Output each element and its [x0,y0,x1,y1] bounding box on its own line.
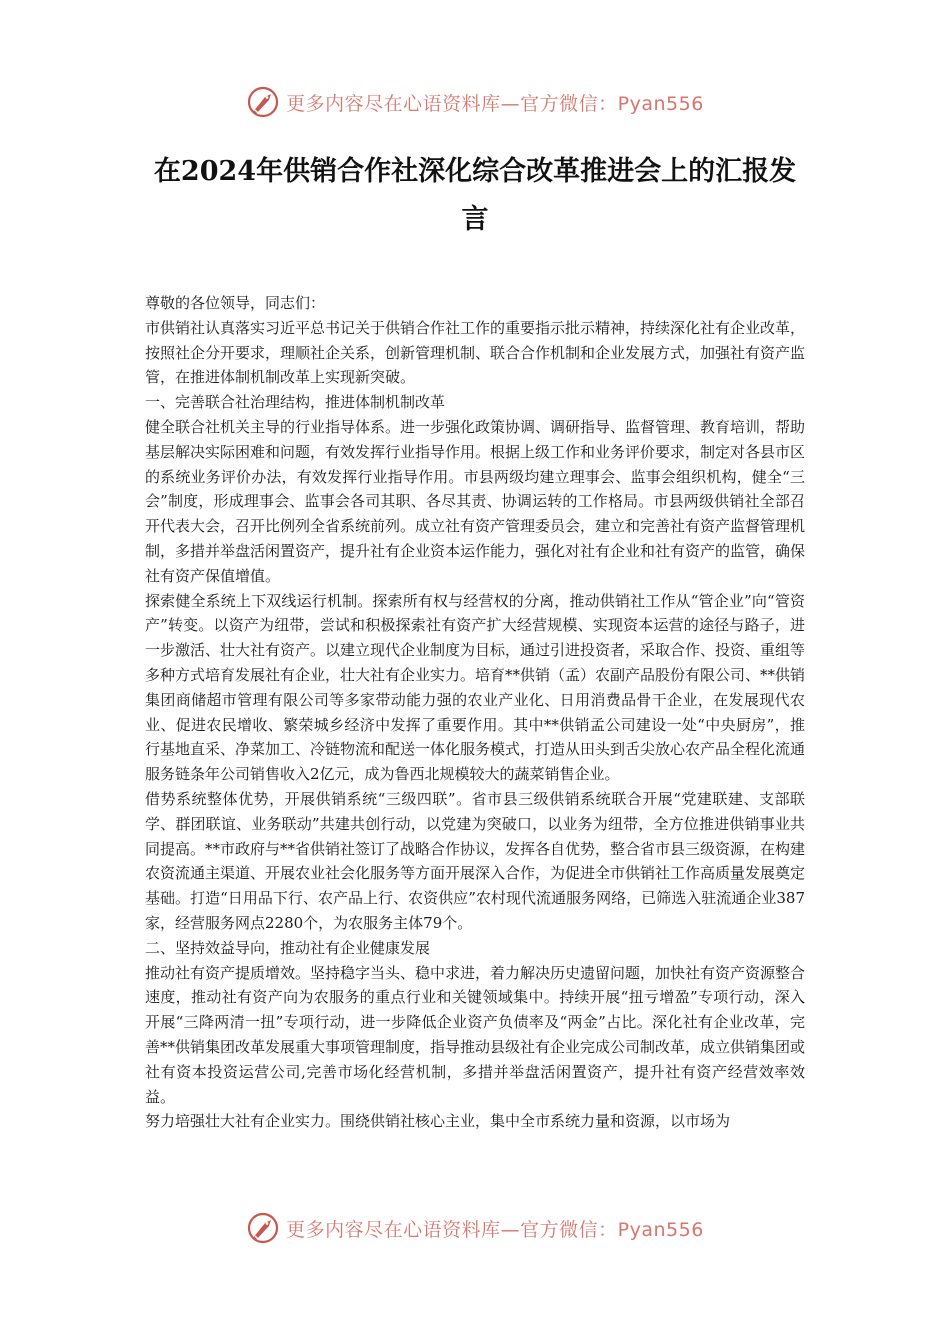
section-heading-2: 二、坚持效益导向，推动社有企业健康发展 [145,938,431,957]
body-paragraph: 探索健全系统上下双线运行机制。探索所有权与经营权的分离，推动供销社工作从“管企业”向“管资产”转变。以资产为纽带，尝试和积极探索社有资产扩大经营规模、实现资本运营的途径与路子，进一步激活、壮大社有资产。以建立现代企业制度为目标，通过引进投资者，采取合作、投资、重组等多种方式培育发展社有企业，壮大社有企业实力。培育**供销（孟）农副产品股份有限公司、**供销集团商储超市管理有限公司等多家带动能力强的农业产业化、日用消费品骨干企业，在发展现代农业、促进农民增收、繁荣城乡经济中发挥了重要作用。其中**供销孟公司建设一处“中央厨房”，推行基地直采、净菜加工、冷链物流和配送一体化服务模式，打造从田头到舌尖放心农产品全程化流通服务链条年公司销售收入2亿元，成为鲁西北规模较大的蔬菜销售企业。 [145,591,806,784]
body-paragraph: 努力培强壮大社有企业实力。围绕供销社核心主业，集中全市系统力量和资源，以市场为 [145,1112,731,1131]
watermark-text: 更多内容尽在心语资料库—官方微信：Pyan556 [286,1218,704,1241]
body-paragraph: 借势系统整体优势，开展供销系统“三级四联”。省市县三级供销系统联合开展“党建联建、支部联学、群团联谊、业务联动”共建共创行动，以党建为突破口，以业务为纽带，全方位推进供销事业共同提高。**市政府与**省供销社签订了战略合作协议，发挥各自优势，整合省市县三级资源，在构建农资流通主渠道、开展农业社会化服务等方面开展深入合作，为促进全市供销社工作高质量发展奠定基础。打造“日用品下行、农产品上行、农资供应”农村现代流通服务网络，已筛选入驻流通企业387家，经营服务网点2280个，为农服务主体79个。 [145,789,806,932]
pen-nib-logo-icon [246,85,280,119]
watermark-banner-top [0,82,950,122]
document-title: 在2024年供销合作社深化综合改革推进会上的汇报发言 [153,156,797,235]
pen-nib-logo-icon [246,1211,280,1245]
document-body [145,291,805,1134]
intro-paragraph: 市供销社认真落实习近平总书记关于供销合作社工作的重要指示批示精神，持续深化社有企业改革，按照社企分开要求，理顺社企关系，创新管理机制、联合合作机制和企业发展方式，加强社有资产监管，在推进体制机制改革上实现新突破。 [145,318,806,387]
watermark-banner-bottom [0,1208,950,1248]
section-heading-1: 一、完善联合社治理结构，推进体制机制改革 [145,393,446,412]
body-paragraph: 健全联合社机关主导的行业指导体系。进一步强化政策协调、调研指导、监督管理、教育培训，帮助基层解决实际困难和问题，有效发挥行业指导作用。根据上级工作和业务评价要求，制定对各县市区的系统业务评价办法，有效发挥行业指导作用。市县两级均建立理事会、监事会组织机构，健全“三会”制度，形成理事会、监事会各司其职、各尽其责、协调运转的工作格局。市县两级供销社全部召开代表大会，召开比例列全省系统前列。成立社有资产管理委员会，建立和完善社有资产监督管理机制，多措并举盘活闲置资产，提升社有企业资本运作能力，强化对社有企业和社有资产的监管，确保社有资产保值增值。 [145,417,806,585]
salutation: 尊敬的各位领导，同志们： [145,294,326,312]
body-paragraph: 推动社有资产提质增效。坚持稳字当头、稳中求进，着力解决历史遗留问题，加快社有资产资源整合速度，推动社有资产向为农服务的重点行业和关键领域集中。持续开展“扭亏增盈”专项行动，深入开展“三降两清一扭”专项行动，进一步降低企业资产负债率及“两金”占比。深化社有企业改革，完善**供销集团改革发展重大事项管理制度，指导推动县级社有企业完成公司制改革，成立供销集团或社有资本投资运营公司,完善市场化经营机制，多措并举盘活闲置资产，提升社有资产经营效率效益。 [145,963,806,1106]
watermark-text: 更多内容尽在心语资料库—官方微信：Pyan556 [286,92,704,115]
